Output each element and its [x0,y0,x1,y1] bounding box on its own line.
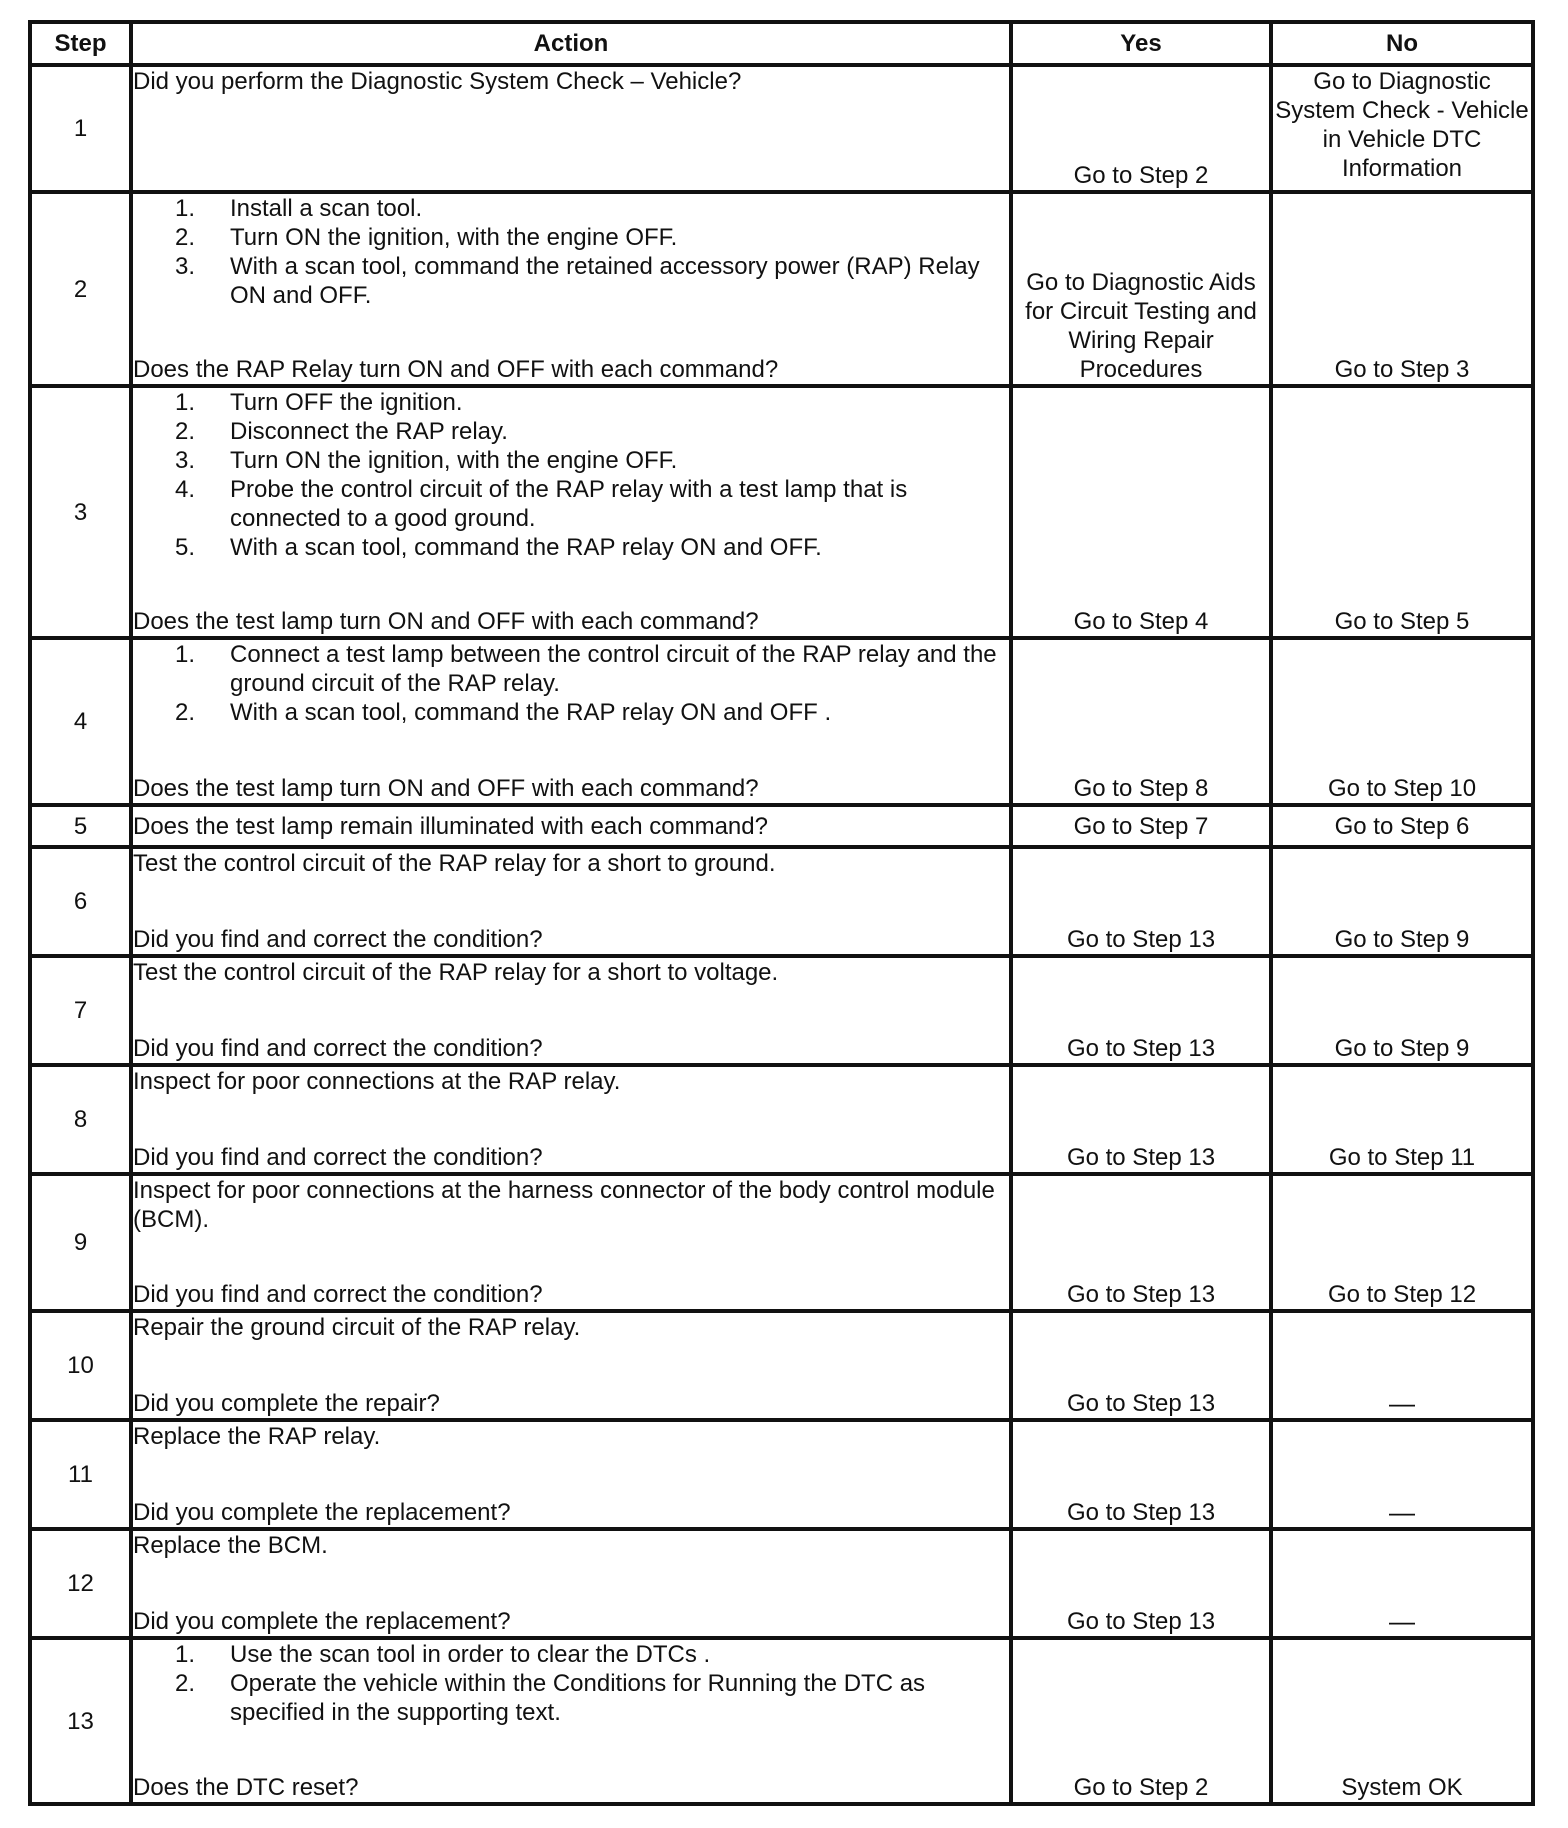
step-number: 2 [30,192,131,386]
action-question: Did you find and correct the condition? [133,1281,543,1308]
table-row [30,638,1533,805]
action-question: Does the RAP Relay turn ON and OFF with each command? [133,356,779,383]
action-text: Inspect for poor connections at the harness connector of the body control module (BCM). [133,1177,995,1233]
no-cell: Go to Step 12 [1271,1174,1533,1311]
action-text: Repair the ground circuit of the RAP relay. [133,1314,581,1341]
action-text: Inspect for poor connections at the RAP relay. [133,1068,621,1095]
list-item: 2. Turn ON the ignition, with the engine OFF. [175,224,678,251]
step-number: 7 [30,956,131,1065]
yes-cell: Go to Step 13 [1011,847,1271,956]
no-cell: System OK [1271,1638,1533,1804]
action-cell [131,847,1011,956]
procedure-list [133,388,1009,562]
header-step: Step [30,22,131,65]
no-cell: Go to Step 3 [1271,192,1533,386]
action-question: Did you complete the replacement? [133,1499,511,1526]
diagnostic-table [28,20,1535,1806]
action-cell [131,805,1011,847]
step-number: 6 [30,847,131,956]
action-cell [131,956,1011,1065]
no-cell: Go to Step 5 [1271,386,1533,638]
list-item: 2. Operate the vehicle within the Conditions for Running the DTC as specified in the supporting text. [175,1670,926,1726]
list-item: 4. Probe the control circuit of the RAP relay with a test lamp that is connected to a good ground. [175,476,908,532]
action-cell [131,1529,1011,1638]
action-cell [131,1638,1011,1804]
no-cell: — [1271,1420,1533,1529]
table-row [30,805,1533,847]
list-item: 3. Turn ON the ignition, with the engine OFF. [175,447,678,474]
table-row [30,847,1533,956]
action-cell [131,1311,1011,1420]
yes-cell: Go to Step 7 [1011,805,1271,847]
action-text: Replace the BCM. [133,1532,328,1559]
step-number: 12 [30,1529,131,1638]
table-row [30,1065,1533,1174]
action-text: Test the control circuit of the RAP relay for a short to ground. [133,850,776,877]
list-item: 1. Connect a test lamp between the control circuit of the RAP relay and the ground circuit of the RAP relay. [175,641,997,697]
action-question: Did you find and correct the condition? [133,1035,543,1062]
list-item: 3. With a scan tool, command the retained accessory power (RAP) Relay ON and OFF. [175,253,980,309]
action-cell [131,386,1011,638]
action-question: Did you find and correct the condition? [133,926,543,953]
step-number: 3 [30,386,131,638]
no-cell: Go to Step 9 [1271,847,1533,956]
action-cell [131,65,1011,192]
yes-cell: Go to Step 4 [1011,386,1271,638]
no-cell: Go to Step 6 [1271,805,1533,847]
yes-cell: Go to Step 13 [1011,1174,1271,1311]
procedure-list [133,1640,1009,1727]
header-action: Action [131,22,1011,65]
action-cell [131,638,1011,805]
action-text: Test the control circuit of the RAP relay for a short to voltage. [133,959,779,986]
table-row [30,956,1533,1065]
list-item: 1. Turn OFF the ignition. [175,389,463,416]
yes-cell: Go to Step 13 [1011,1529,1271,1638]
table-row [30,386,1533,638]
action-question: Did you complete the replacement? [133,1608,511,1635]
step-number: 1 [30,65,131,192]
yes-cell: Go to Step 13 [1011,1065,1271,1174]
no-cell: Go to Step 10 [1271,638,1533,805]
step-number: 9 [30,1174,131,1311]
action-text: Does the test lamp remain illuminated with each command? [133,812,768,840]
yes-cell: Go to Step 2 [1011,1638,1271,1804]
action-cell [131,192,1011,386]
no-cell: — [1271,1311,1533,1420]
no-cell: Go to Diagnostic System Check - Vehicle in Vehicle DTC Information [1271,65,1533,192]
list-item: 5. With a scan tool, command the RAP relay ON and OFF. [175,534,822,561]
list-item: 2. Disconnect the RAP relay. [175,418,508,445]
list-item: 2. With a scan tool, command the RAP relay ON and OFF . [175,699,832,726]
action-text: Did you perform the Diagnostic System Check – Vehicle? [133,68,742,95]
step-number: 10 [30,1311,131,1420]
action-text: Replace the RAP relay. [133,1423,381,1450]
procedure-list [133,194,1009,310]
yes-cell: Go to Step 13 [1011,1420,1271,1529]
action-question: Does the DTC reset? [133,1774,359,1801]
yes-cell: Go to Step 13 [1011,1311,1271,1420]
table-row [30,1529,1533,1638]
header-yes: Yes [1011,22,1271,65]
action-question: Does the test lamp turn ON and OFF with each command? [133,608,759,635]
action-cell [131,1065,1011,1174]
list-item: 1. Use the scan tool in order to clear the DTCs . [175,1641,711,1668]
step-number: 8 [30,1065,131,1174]
step-number: 5 [30,805,131,847]
procedure-list [133,640,1009,727]
no-cell: Go to Step 11 [1271,1065,1533,1174]
action-cell [131,1420,1011,1529]
no-cell: — [1271,1529,1533,1638]
yes-cell: Go to Step 2 [1011,65,1271,192]
table-row [30,1638,1533,1804]
header-row [30,22,1533,65]
header-no: No [1271,22,1533,65]
action-question: Did you find and correct the condition? [133,1144,543,1171]
table-row [30,65,1533,192]
step-number: 13 [30,1638,131,1804]
yes-cell: Go to Diagnostic Aids for Circuit Testing and Wiring Repair Procedures [1011,192,1271,386]
yes-cell: Go to Step 8 [1011,638,1271,805]
yes-cell: Go to Step 13 [1011,956,1271,1065]
action-question: Did you complete the repair? [133,1390,440,1417]
step-number: 4 [30,638,131,805]
list-item: 1. Install a scan tool. [175,195,423,222]
table-row [30,1420,1533,1529]
action-question: Does the test lamp turn ON and OFF with each command? [133,775,759,802]
table-row [30,1311,1533,1420]
table-row [30,1174,1533,1311]
table-row [30,192,1533,386]
no-cell: Go to Step 9 [1271,956,1533,1065]
step-number: 11 [30,1420,131,1529]
action-cell [131,1174,1011,1311]
